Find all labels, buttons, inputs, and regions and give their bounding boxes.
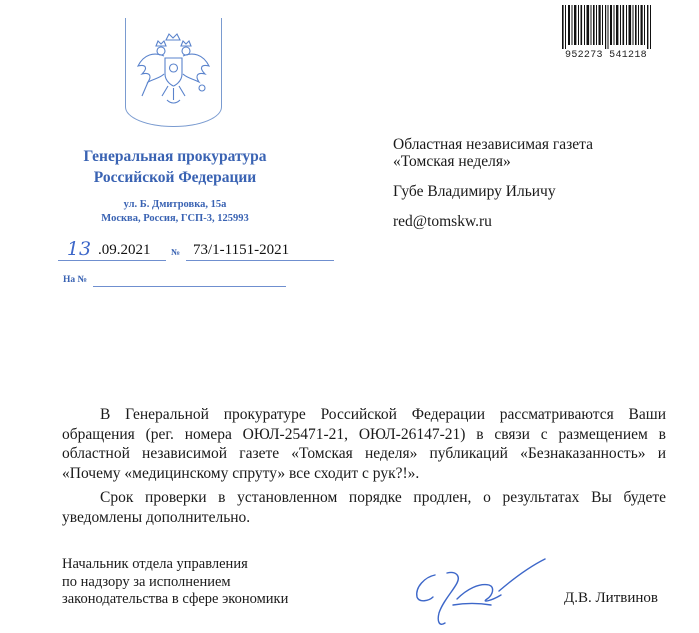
barcode-number: 952273 541218 bbox=[565, 50, 647, 61]
emblem-frame bbox=[125, 18, 222, 127]
signer-position bbox=[62, 556, 288, 609]
reply-to-underline bbox=[93, 286, 286, 287]
letter-body bbox=[62, 405, 666, 528]
recipient-email: red@tomskw.ru bbox=[393, 213, 492, 230]
number-underline bbox=[186, 260, 334, 261]
reply-to-label: На № bbox=[63, 275, 88, 285]
date-day-handwritten: 13 bbox=[66, 238, 92, 260]
number-label: № bbox=[171, 247, 181, 257]
signer-position-line1: Начальник отдела управления bbox=[62, 556, 248, 572]
reference-number: 73/1-1151-2021 bbox=[193, 242, 290, 258]
recipient-name: Губе Владимиру Ильичу bbox=[393, 183, 556, 200]
signer-position-line3: законодательства в сфере экономики bbox=[62, 591, 289, 607]
body-paragraph-1: В Генеральной прокуратуре Российской Федерации рассматриваются Ваши обращения (рег. номера ОЮЛ-25471-21, ОЮЛ-26147-21) в связи с размещением в областной независимой газете «Томская неделя» публикаций «Безнаказанность» и «Почему «медицинскому спруту» все сходит с рук?!». bbox=[62, 406, 666, 482]
signer-name: Д.В. Литвинов bbox=[564, 590, 658, 606]
address-line2: Москва, Россия, ГСП-3, 125993 bbox=[101, 213, 249, 224]
date-underline bbox=[58, 260, 166, 261]
outgoing-date-number-row bbox=[58, 238, 343, 264]
recipient-org-line1: Областная независимая газета bbox=[393, 136, 593, 153]
address-line1: ул. Б. Дмитровка, 15а bbox=[123, 199, 227, 210]
barcode-bars bbox=[562, 5, 652, 49]
handwritten-signature bbox=[395, 553, 565, 633]
recipient-org-line2: «Томская неделя» bbox=[393, 153, 511, 170]
reply-to-row bbox=[63, 275, 288, 291]
body-paragraph-2: Срок проверки в установленном порядке продлен, о результатах Вы будете уведомлены дополнительно. bbox=[62, 489, 666, 526]
organization-address bbox=[70, 198, 280, 226]
organization-name-line1: Генеральная прокуратура bbox=[83, 148, 267, 165]
organization-name-line2: Российской Федерации bbox=[93, 169, 257, 186]
barcode bbox=[558, 5, 654, 63]
organization-name bbox=[60, 146, 290, 188]
date-month-year: .09.2021 bbox=[98, 242, 151, 258]
signer-position-line2: по надзору за исполнением bbox=[62, 573, 231, 590]
double-headed-eagle-icon bbox=[126, 18, 221, 118]
